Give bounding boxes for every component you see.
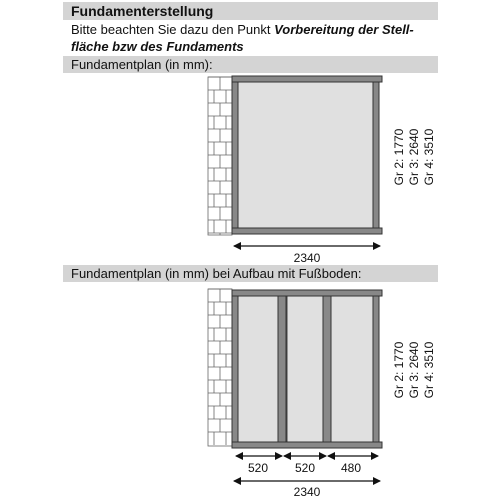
brick-wall-2: [208, 289, 232, 446]
foundation-strips: [238, 296, 373, 442]
segment-1-label: 520: [247, 461, 269, 475]
plan1-drawing: [208, 76, 436, 265]
segment-2-label: 520: [294, 461, 316, 475]
plan1-width-label: 2340: [293, 251, 321, 265]
plan1-size-gr2: Gr 2: 1770: [392, 128, 406, 186]
plan1-caption: Fundamentplan (in mm):: [63, 56, 438, 73]
plan2-size-gr4: Gr 4: 3510: [422, 341, 436, 399]
note-prefix: Bitte beachten Sie dazu den Punkt: [71, 22, 275, 37]
brick-wall-1: [208, 77, 232, 235]
plan2-caption: Fundamentplan (in mm) bei Aufbau mit Fußboden:: [63, 265, 438, 282]
foundation-slab: [236, 82, 374, 228]
plan2-width-label: 2340: [293, 485, 321, 499]
plan2-size-gr3: Gr 3: 2640: [407, 341, 421, 399]
plan2-drawing: [208, 289, 436, 499]
section-title: Fundamenterstellung: [63, 2, 438, 20]
segment-3-label: 480: [340, 461, 362, 475]
plan1-size-gr3: Gr 3: 2640: [407, 128, 421, 186]
note-emphasis-1: Vorbereitung der Stell-: [274, 22, 414, 37]
plan2-size-gr2: Gr 2: 1770: [392, 341, 406, 399]
plan1-size-gr4: Gr 4: 3510: [422, 128, 436, 186]
note-emphasis-2: fläche bzw des Fundaments: [71, 39, 244, 54]
